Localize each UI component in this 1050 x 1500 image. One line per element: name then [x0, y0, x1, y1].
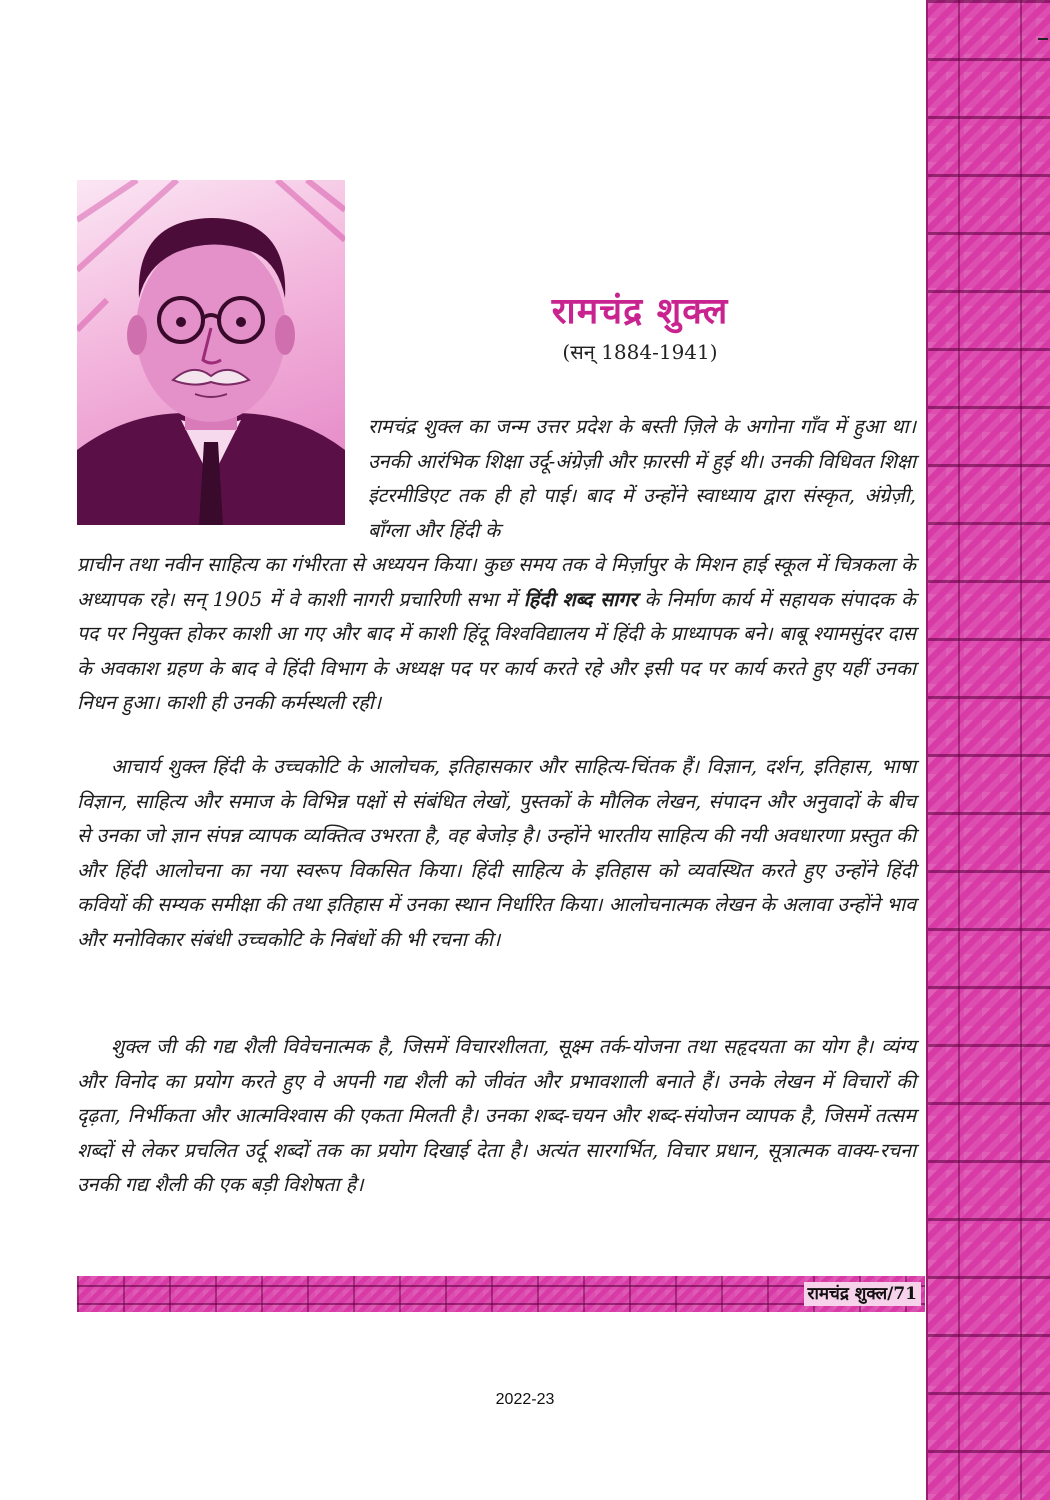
author-name-title: रामचंद्र शुक्ल [551, 291, 729, 332]
author-portrait [77, 180, 345, 525]
bio-text-segment: के निर्माण कार्य में सहायक संपादक के पद पर नियुक्त होकर काशी आ गए और बाद में काशी हिंदू विश्वविद्यालय में हिंदी के प्राध्यापक बने। बाबू श्यामसुंदर दास के अवकाश ग्रहण के बाद वे हिंदी विभाग के अध्यक्ष पद पर कार्य करते रहे और इसी पद पर कार्य करते हुए यहीं उनका निधन हुआ। काशी ही उनकी कर्मस्थली रही। [77, 587, 916, 714]
author-lifespan: (सन् 1884-1941) [562, 340, 718, 364]
bio-bold-work-title: हिंदी शब्द सागर [523, 587, 638, 611]
footer-brick-bar [77, 1276, 925, 1312]
bio-text-segment: प्राचीन तथा नवीन साहित्य का गंभीरता से अध्ययन किया। कुछ समय तक वे मिर्ज़ापुर के मिशन हाई स्कूल में चित्रकला के अध्यापक रहे। सन् 1905 में वे काशी नागरी प्रचारिणी सभा में [77, 553, 916, 611]
running-head-page-number: रामचंद्र शुक्ल/71 [804, 1282, 921, 1306]
bio-paragraph-continued [77, 548, 916, 721]
bio-paragraph-intro: रामचंद्र शुक्ल का जन्म उत्तर प्रदेश के बस्ती ज़िले के अगोना गाँव में हुआ था। उनकी आरंभिक शिक्षा उर्दू-अंग्रेज़ी और फ़ारसी में हुई थी। उनकी विधिवत शिक्षा इंटरमीडिएट तक ही हो पाई। बाद में उन्होंने स्वाध्याय द्वारा संस्कृत, अंग्रेज़ी, बाँग्ला और हिंदी के [368, 415, 916, 542]
edition-year: 2022-23 [495, 1391, 555, 1408]
bio-paragraph-style: शुक्ल जी की गद्य शैली विवेचनात्मक है, जिसमें विचारशीलता, सूक्ष्म तर्क-योजना तथा सहृदयता का योग है। व्यंग्य और विनोद का प्रयोग करते हुए वे अपनी गद्य शैली को जीवंत और प्रभावशाली बनाते हैं। उनके लेखन में विचारों की दृढ़ता, निर्भीकता और आत्मविश्वास की एकता मिलती है। उनका शब्द-चयन और शब्द-संयोजन व्यापक है, जिसमें तत्सम शब्दों से लेकर प्रचलित उर्दू शब्दों तक का प्रयोग दिखाई देता है। अत्यंत सारगर्भित, विचार प्रधान, सूत्रात्मक वाक्य-रचना उनकी गद्य शैली की एक बड़ी विशेषता है। [77, 1035, 916, 1196]
decorative-brick-strip [926, 0, 1050, 1500]
crop-mark [1038, 38, 1048, 40]
bio-paragraph-critic: आचार्य शुक्ल हिंदी के उच्चकोटि के आलोचक, इतिहासकार और साहित्य-चिंतक हैं। विज्ञान, दर्शन, इतिहास, भाषा विज्ञान, साहित्य और समाज के विभिन्न पक्षों से संबंधित लेखों, पुस्तकों के मौलिक लेखन, संपादन और अनुवादों के बीच से उनका जो ज्ञान संपन्न व्यापक व्यक्तित्व उभरता है, वह बेजोड़ है। उन्होंने भारतीय साहित्य की नयी अवधारणा प्रस्तुत की और हिंदी आलोचना का नया स्वरूप विकसित किया। हिंदी साहित्य के इतिहास को व्यवस्थित करते हुए उन्होंने हिंदी कवियों की सम्यक समीक्षा की तथा इतिहास में उनका स्थान निर्धारित किया। आलोचनात्मक लेखन के अलावा उन्होंने भाव और मनोविकार संबंधी उच्चकोटि के निबंधों की भी रचना की। [77, 755, 916, 951]
